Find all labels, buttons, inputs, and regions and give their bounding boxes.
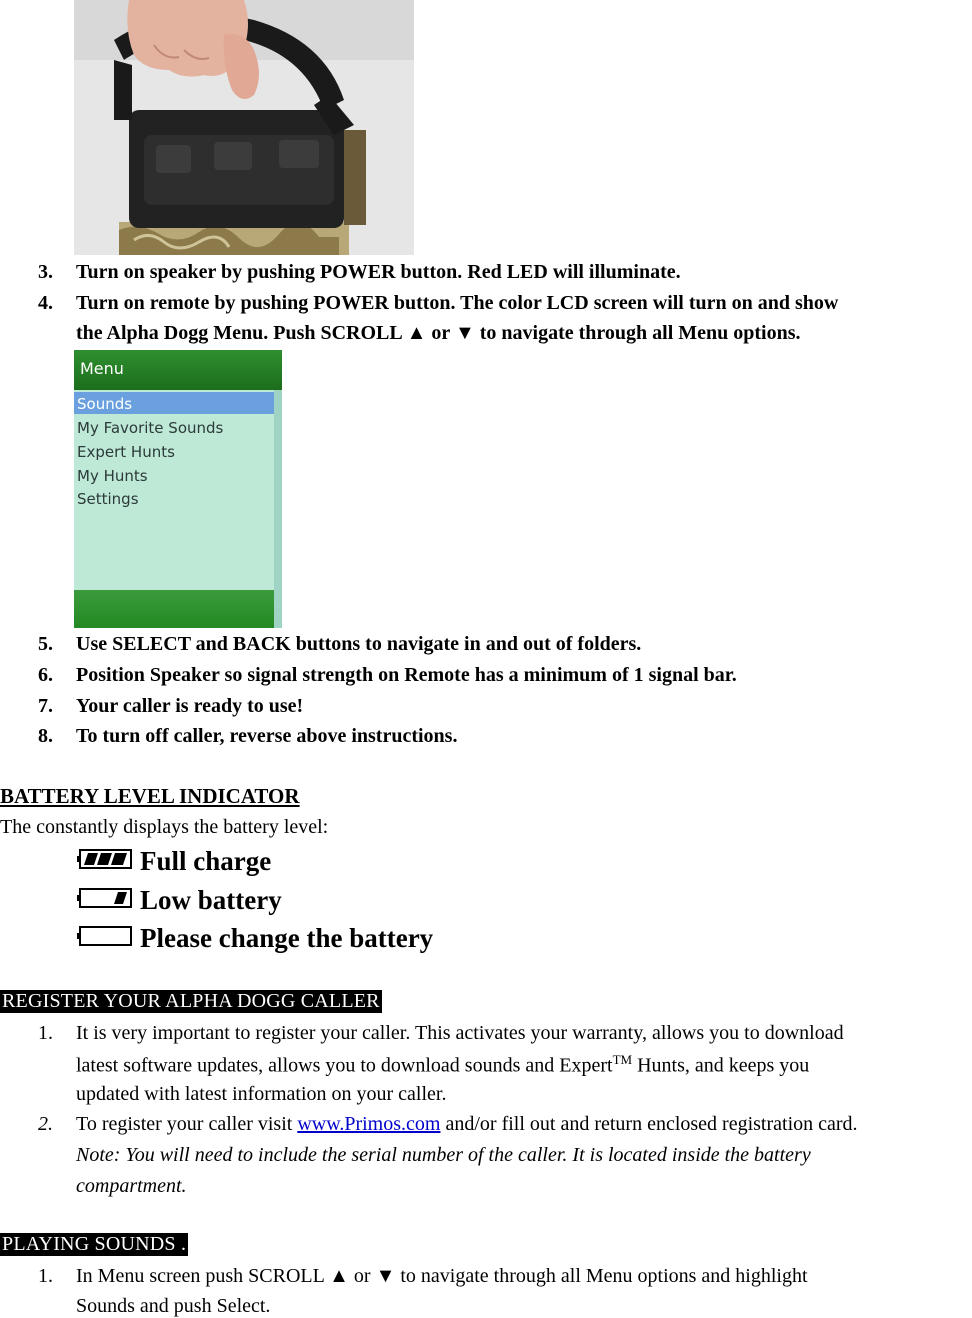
register-item-1-number: 1. [38, 1022, 53, 1044]
step-3-number: 3. [38, 261, 53, 283]
playing-sounds-heading: PLAYING SOUNDS . [2, 1233, 187, 1255]
lcd-menu-item: Settings [77, 490, 139, 508]
battery-level-label: Please change the battery [140, 922, 434, 953]
battery-level-label: Full charge [140, 845, 272, 876]
battery-level-label: Low battery [140, 884, 282, 915]
register-item-1-line3: updated with latest information on your caller. [76, 1083, 447, 1105]
playing-item-1-line2: Sounds and push Select. [76, 1295, 271, 1317]
battery-level-empty [76, 923, 433, 953]
step-6-number: 6. [38, 664, 53, 686]
register-note-line2: compartment. [76, 1175, 187, 1197]
lcd-menu-item: Sounds [77, 395, 133, 413]
hand-holding-speaker-photo [74, 0, 414, 255]
playing-item-1-line1: In Menu screen push SCROLL ▲ or ▼ to navigate through all Menu options and highlight [76, 1265, 808, 1287]
battery-intro: The constantly displays the battery level: [0, 816, 329, 838]
lcd-bottom-bar [74, 590, 274, 628]
battery-heading: BATTERY LEVEL INDICATOR [0, 784, 300, 808]
step-4-number: 4. [38, 292, 53, 314]
step-5-number: 5. [38, 633, 53, 655]
battery-level-full [76, 846, 271, 876]
register-heading: REGISTER YOUR ALPHA DOGG CALLER [2, 990, 380, 1012]
register-item-2-number: 2. [38, 1113, 53, 1135]
register-item-1-line1: It is very important to register your caller. This activates your warranty, allows you to download [76, 1022, 844, 1044]
lcd-scrollbar [274, 390, 282, 628]
step-6-text: Position Speaker so signal strength on Remote has a minimum of 1 signal bar. [76, 664, 737, 686]
step-7-number: 7. [38, 695, 53, 717]
register-note-line1: Note: You will need to include the serial number of the caller. It is located inside the battery [76, 1144, 811, 1166]
step-4-text-line2: the Alpha Dogg Menu. Push SCROLL ▲ or ▼ to navigate through all Menu options. [76, 322, 801, 344]
register-item-2-line1 [76, 1113, 858, 1136]
register-item-1-line2 [76, 1052, 809, 1078]
lcd-menu-item: My Hunts [77, 467, 148, 485]
playing-item-1-number: 1. [38, 1265, 53, 1287]
register-item-1-line2-b: Hunts, and keeps you [632, 1054, 810, 1077]
lcd-menu-item: Expert Hunts [77, 443, 175, 461]
battery-level-low [76, 885, 282, 915]
step-7-text: Your caller is ready to use! [76, 695, 304, 717]
step-4-text-line1: Turn on remote by pushing POWER button. The color LCD screen will turn on and show [76, 292, 839, 314]
lcd-menu-item: My Favorite Sounds [77, 419, 224, 437]
battery-full-icon [76, 848, 132, 875]
step-3-text: Turn on speaker by pushing POWER button. Red LED will illuminate. [76, 261, 681, 283]
register-item-1-line2-a: latest software updates, allows you to download sounds and Expert [76, 1054, 613, 1077]
lcd-menu-screenshot [74, 350, 282, 628]
battery-empty-icon [76, 925, 132, 952]
step-8-number: 8. [38, 725, 53, 747]
step-5-text: Use SELECT and BACK buttons to navigate in and out of folders. [76, 633, 642, 655]
register-item-2-pre: To register your caller visit [76, 1113, 298, 1135]
lcd-title-bar [74, 350, 282, 390]
battery-low-icon [76, 887, 132, 914]
step-8-text: To turn off caller, reverse above instructions. [76, 725, 458, 747]
primos-website-link[interactable]: www.Primos.com [297, 1113, 441, 1135]
register-item-2-post: and/or fill out and return enclosed registration card. [440, 1113, 858, 1135]
trademark-mark: TM [612, 1052, 633, 1067]
lcd-title: Menu [80, 359, 124, 378]
